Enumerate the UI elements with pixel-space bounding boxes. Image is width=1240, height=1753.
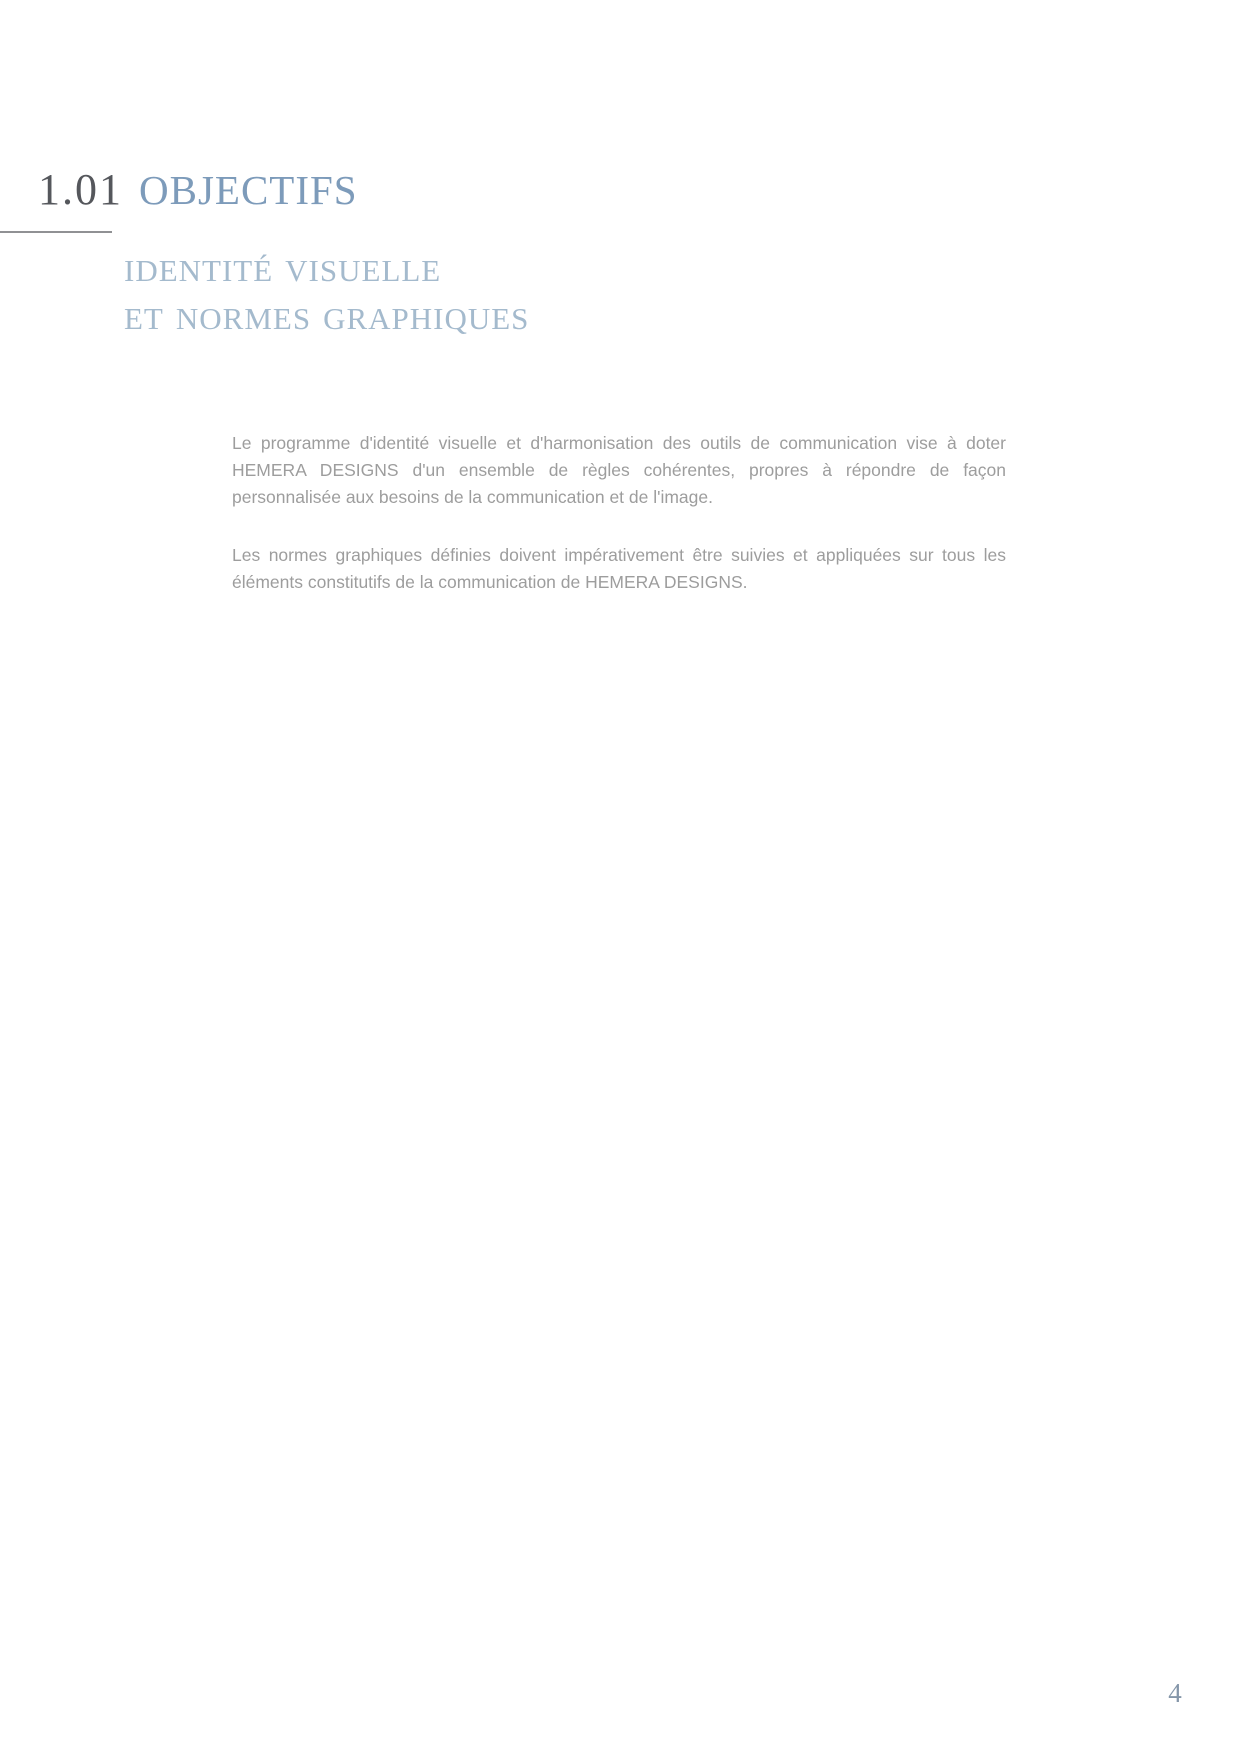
section-number: 1.01 xyxy=(38,165,123,214)
heading-row xyxy=(38,152,358,217)
body-paragraph-1: Le programme d'identité visuelle et d'harmonisation des outils de communication vise à doter HEMERA DESIGNS d'un ensemble de règles cohérentes, propres à répondre de façon personnalisée aux besoins de la communication et de l'image. xyxy=(232,433,1006,507)
chapter-title: objectifs xyxy=(139,152,358,217)
chapter-subtitle-line-2: et normes graphiques xyxy=(124,290,530,339)
body-copy xyxy=(232,430,1006,596)
section-rule xyxy=(0,231,112,233)
page-number: 4 xyxy=(1168,1678,1182,1708)
chapter-subtitle-line-1: identité visuelle xyxy=(124,242,442,291)
body-paragraph-2: Les normes graphiques définies doivent impérativement être suivies et appliquées sur tous les éléments constitutifs de la communication de HEMERA DESIGNS. xyxy=(232,545,1006,592)
chapter-subtitle xyxy=(124,243,529,339)
